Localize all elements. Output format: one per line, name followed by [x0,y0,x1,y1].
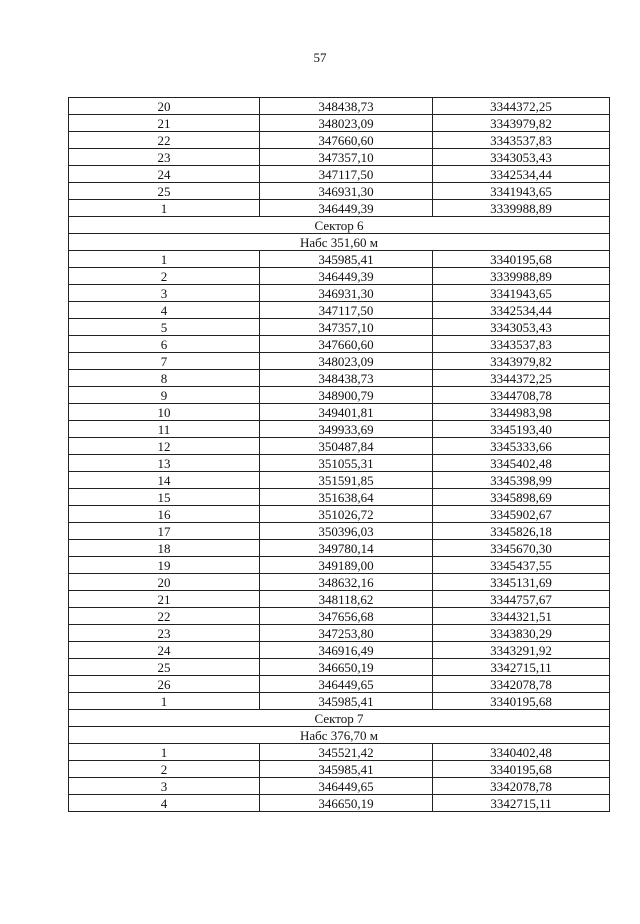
y-coordinate-cell: 3343537,83 [433,132,610,149]
point-number-cell: 7 [69,353,260,370]
x-coordinate-cell: 346916,49 [260,642,433,659]
point-number-cell: 2 [69,268,260,285]
y-coordinate-cell: 3345193,40 [433,421,610,438]
table-row [69,251,610,268]
point-number-cell: 3 [69,778,260,795]
section-header-cell: Набс 351,60 м [69,234,610,251]
y-coordinate-cell: 3345131,69 [433,574,610,591]
point-number-cell: 23 [69,625,260,642]
x-coordinate-cell: 348118,62 [260,591,433,608]
point-number-cell: 15 [69,489,260,506]
y-coordinate-cell: 3345333,66 [433,438,610,455]
point-number-cell: 16 [69,506,260,523]
point-number-cell: 1 [69,200,260,217]
point-number-cell: 5 [69,319,260,336]
table-row [69,370,610,387]
x-coordinate-cell: 345985,41 [260,251,433,268]
y-coordinate-cell: 3340402,48 [433,744,610,761]
x-coordinate-cell: 349189,00 [260,557,433,574]
point-number-cell: 22 [69,132,260,149]
table-row [69,166,610,183]
x-coordinate-cell: 346931,30 [260,183,433,200]
x-coordinate-cell: 351026,72 [260,506,433,523]
section-header-cell: Сектор 7 [69,710,610,727]
point-number-cell: 24 [69,642,260,659]
x-coordinate-cell: 347656,68 [260,608,433,625]
y-coordinate-cell: 3343979,82 [433,115,610,132]
y-coordinate-cell: 3342534,44 [433,302,610,319]
coordinates-table [68,97,610,812]
y-coordinate-cell: 3343291,92 [433,642,610,659]
x-coordinate-cell: 351055,31 [260,455,433,472]
point-number-cell: 25 [69,183,260,200]
x-coordinate-cell: 345985,41 [260,761,433,778]
y-coordinate-cell: 3340195,68 [433,761,610,778]
table-row [69,557,610,574]
y-coordinate-cell: 3343053,43 [433,319,610,336]
table-row [69,506,610,523]
table-row [69,149,610,166]
point-number-cell: 25 [69,659,260,676]
y-coordinate-cell: 3342715,11 [433,795,610,812]
point-number-cell: 1 [69,251,260,268]
table-row [69,404,610,421]
y-coordinate-cell: 3342534,44 [433,166,610,183]
section-header-row [69,727,610,744]
y-coordinate-cell: 3345437,55 [433,557,610,574]
x-coordinate-cell: 347357,10 [260,319,433,336]
table-row [69,795,610,812]
table-row [69,744,610,761]
x-coordinate-cell: 347117,50 [260,302,433,319]
point-number-cell: 14 [69,472,260,489]
y-coordinate-cell: 3344372,25 [433,370,610,387]
x-coordinate-cell: 349401,81 [260,404,433,421]
y-coordinate-cell: 3341943,65 [433,285,610,302]
x-coordinate-cell: 349933,69 [260,421,433,438]
point-number-cell: 8 [69,370,260,387]
x-coordinate-cell: 347253,80 [260,625,433,642]
point-number-cell: 13 [69,455,260,472]
table-row [69,387,610,404]
table-row [69,676,610,693]
x-coordinate-cell: 351638,64 [260,489,433,506]
y-coordinate-cell: 3342715,11 [433,659,610,676]
x-coordinate-cell: 346449,39 [260,268,433,285]
y-coordinate-cell: 3344983,98 [433,404,610,421]
table-row [69,591,610,608]
table-row [69,659,610,676]
point-number-cell: 22 [69,608,260,625]
x-coordinate-cell: 345521,42 [260,744,433,761]
x-coordinate-cell: 346449,65 [260,778,433,795]
point-number-cell: 3 [69,285,260,302]
y-coordinate-cell: 3343979,82 [433,353,610,370]
y-coordinate-cell: 3345898,69 [433,489,610,506]
table-row [69,302,610,319]
table-row [69,608,610,625]
point-number-cell: 4 [69,302,260,319]
table-row [69,336,610,353]
point-number-cell: 20 [69,98,260,115]
table-row [69,183,610,200]
table-row [69,285,610,302]
point-number-cell: 26 [69,676,260,693]
point-number-cell: 6 [69,336,260,353]
table-row [69,472,610,489]
table-row [69,98,610,115]
table-row [69,353,610,370]
x-coordinate-cell: 348023,09 [260,115,433,132]
x-coordinate-cell: 347660,60 [260,132,433,149]
point-number-cell: 12 [69,438,260,455]
section-header-row [69,217,610,234]
point-number-cell: 17 [69,523,260,540]
point-number-cell: 18 [69,540,260,557]
x-coordinate-cell: 346650,19 [260,795,433,812]
x-coordinate-cell: 350396,03 [260,523,433,540]
table-row [69,523,610,540]
x-coordinate-cell: 347357,10 [260,149,433,166]
section-header-cell: Набс 376,70 м [69,727,610,744]
y-coordinate-cell: 3343053,43 [433,149,610,166]
y-coordinate-cell: 3345670,30 [433,540,610,557]
y-coordinate-cell: 3343830,29 [433,625,610,642]
point-number-cell: 1 [69,744,260,761]
point-number-cell: 2 [69,761,260,778]
y-coordinate-cell: 3345402,48 [433,455,610,472]
table-row [69,642,610,659]
x-coordinate-cell: 348438,73 [260,98,433,115]
table-row [69,132,610,149]
point-number-cell: 23 [69,149,260,166]
point-number-cell: 9 [69,387,260,404]
point-number-cell: 19 [69,557,260,574]
point-number-cell: 21 [69,115,260,132]
y-coordinate-cell: 3341943,65 [433,183,610,200]
table-row [69,438,610,455]
y-coordinate-cell: 3345902,67 [433,506,610,523]
table-row [69,693,610,710]
table-row [69,625,610,642]
x-coordinate-cell: 349780,14 [260,540,433,557]
point-number-cell: 10 [69,404,260,421]
point-number-cell: 4 [69,795,260,812]
x-coordinate-cell: 346650,19 [260,659,433,676]
x-coordinate-cell: 347117,50 [260,166,433,183]
table-row [69,540,610,557]
y-coordinate-cell: 3342078,78 [433,676,610,693]
x-coordinate-cell: 348632,16 [260,574,433,591]
x-coordinate-cell: 348438,73 [260,370,433,387]
x-coordinate-cell: 348900,79 [260,387,433,404]
x-coordinate-cell: 346449,39 [260,200,433,217]
section-header-cell: Сектор 6 [69,217,610,234]
table-row [69,778,610,795]
point-number-cell: 11 [69,421,260,438]
table-row [69,421,610,438]
table-row [69,574,610,591]
y-coordinate-cell: 3344757,67 [433,591,610,608]
x-coordinate-cell: 348023,09 [260,353,433,370]
section-header-row [69,234,610,251]
page-number: 57 [313,50,327,65]
y-coordinate-cell: 3344708,78 [433,387,610,404]
table-row [69,761,610,778]
table-row [69,268,610,285]
coordinates-table-body [69,98,610,812]
point-number-cell: 21 [69,591,260,608]
point-number-cell: 24 [69,166,260,183]
table-row [69,319,610,336]
x-coordinate-cell: 346931,30 [260,285,433,302]
y-coordinate-cell: 3345398,99 [433,472,610,489]
x-coordinate-cell: 350487,84 [260,438,433,455]
y-coordinate-cell: 3339988,89 [433,268,610,285]
y-coordinate-cell: 3340195,68 [433,693,610,710]
x-coordinate-cell: 351591,85 [260,472,433,489]
y-coordinate-cell: 3340195,68 [433,251,610,268]
table-row [69,115,610,132]
point-number-cell: 1 [69,693,260,710]
x-coordinate-cell: 345985,41 [260,693,433,710]
table-row [69,200,610,217]
y-coordinate-cell: 3342078,78 [433,778,610,795]
y-coordinate-cell: 3345826,18 [433,523,610,540]
x-coordinate-cell: 347660,60 [260,336,433,353]
x-coordinate-cell: 346449,65 [260,676,433,693]
table-row [69,489,610,506]
y-coordinate-cell: 3339988,89 [433,200,610,217]
section-header-row [69,710,610,727]
table-row [69,455,610,472]
y-coordinate-cell: 3344372,25 [433,98,610,115]
y-coordinate-cell: 3344321,51 [433,608,610,625]
point-number-cell: 20 [69,574,260,591]
y-coordinate-cell: 3343537,83 [433,336,610,353]
